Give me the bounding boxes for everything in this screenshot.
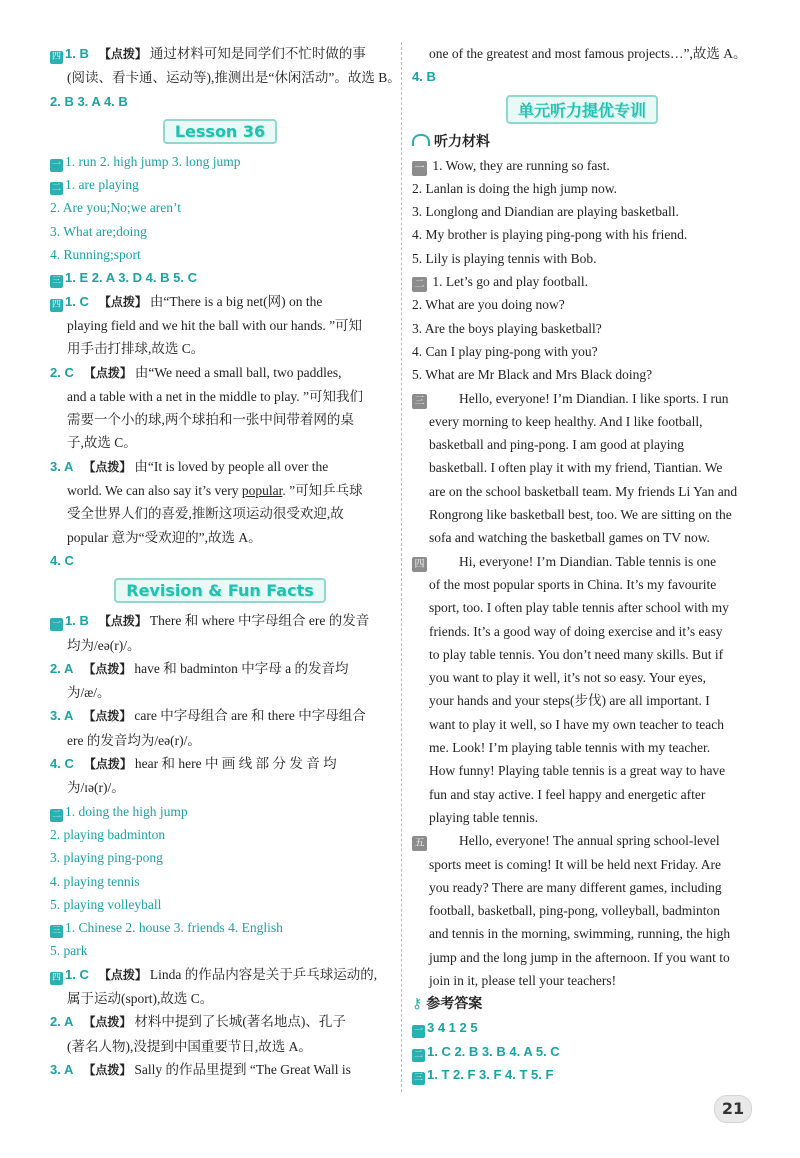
answer-line: 为/æ/。 [67,685,111,701]
answer-line: 三 1. Chinese 2. house 3. friends 4. English [51,920,283,937]
answer-line: and a table with a net in the middle to play. ”可知我们 [67,388,364,404]
section-four-icon: 四 [51,972,61,983]
answer-line: 2. playing badminton [50,826,166,842]
answer-line: 四 1. C 【点拨】 Linda 的作品内容是关于乒乓球运动的, [51,966,378,983]
answer-line: 3. playing ping-pong [50,850,163,866]
answer-line: 4. B [412,69,436,85]
script-line: 4. Can I play ping-pong with you? [412,343,598,359]
answer-line: popular 意为“受欢迎的”,故选 A。 [67,529,262,545]
passage-three: every morning to keep healthy. And I like football, basketball and ping-pong. I am good at playing basketball. I often play it with my friend, Tiantian. We are on the school basketball team. My friends Li Yan and Rongrong like basketball best, too. We are sitting on the sofa and watching the basketball games on TV now. [429,413,738,546]
section-four-icon: 四 [412,557,427,572]
key-icon: ⚷ [412,996,423,1013]
left-column [50,42,401,1082]
answer-line: 3. A 【点拨】 care 中字母组合 are 和 there 中字母组合 [50,708,366,724]
answer-line: 一 1. run 2. high jump 3. long jump [51,153,241,170]
section-four-icon: 四 [51,52,61,62]
answer-line: 4. playing tennis [50,873,140,889]
section-one-icon: 一 [413,1026,423,1037]
section-three-icon: 三 [51,926,61,937]
answer-line: 4. Running;sport [50,247,141,263]
listening-banner: 单元听力提优专训 [412,95,752,124]
answer-line: 一 1. B 【点拨】 There 和 where 中字母组合 ere 的发音 [51,613,370,630]
script-line: 3. Longlong and Diandian are playing basketball. [412,204,679,220]
answer-line: 属于运动(sport),故选 C。 [67,990,214,1006]
answer-line: 5. park [50,943,88,959]
answer-line: 三 1. T 2. F 3. F 4. T 5. F [413,1066,554,1083]
script-line: 2. What are you doing now? [412,297,565,313]
answer-line: 均为/eə(r)/。 [67,637,141,653]
answer-line: 子,故选 C。 [67,435,137,451]
script-line: 五 Hello, everyone! The annual spring school-level [412,829,752,852]
script-line: 一 1. Wow, they are running so fast. [412,154,752,177]
passage-five: sports meet is coming! It will be held next Friday. Are you ready? There are many different games, including football, basketball, ping-pong, volleyball, badminton and tennis in the morning, swimming, running, the high jump and the long jump in the afternoon. If you want to join in it, please tell your teachers! [429,856,731,988]
script-line: 4. My brother is playing ping-pong with his friend. [412,227,688,243]
script-line: 5. Lily is playing tennis with Bob. [412,250,597,266]
section-one-icon: 一 [51,159,61,170]
answer-line: 二 1. doing the high jump [51,803,188,820]
answer-line: 四 1. C 【点拨】 由“There is a big net(网) on the [51,293,323,310]
column-divider [401,42,402,1092]
right-column [412,42,752,1086]
answer-line: (阅读、看卡通、运动等),推测出是“休闲活动”。故选 B。 [67,70,401,86]
script-line: 5. What are Mr Black and Mrs Black doing? [412,367,653,383]
script-line: 2. Lanlan is doing the high jump now. [412,180,617,196]
page-number: 21 [714,1095,752,1123]
answer-line: 四 1. B 【点拨】 通过材料可知是同学们不忙时做的事 [51,46,366,62]
revision-banner: Revision & Fun Facts [50,578,390,603]
answer-line: 为/ɪə(r)/。 [67,780,125,796]
lesson-36-banner: Lesson 36 [50,119,390,144]
answer-line: 5. playing volleyball [50,896,162,912]
script-line: 三 Hello, everyone! I’m Diandian. I like sports. I run [412,387,752,410]
script-line: 二 1. Let’s go and play football. [412,270,752,293]
answer-line: 二 1. are playing [51,177,139,194]
answer-line: 4. C [50,552,74,568]
answer-line: one of the greatest and most famous projects…”,故选 A。 [429,46,747,61]
answer-line: 2. Are you;No;we aren’t [50,200,181,216]
section-five-icon: 五 [412,836,427,851]
section-two-icon: 二 [413,1049,423,1060]
headphones-icon [412,134,430,146]
section-three-icon: 三 [412,394,427,409]
answer-line: 一 3 4 1 2 5 [413,1020,478,1037]
section-four-icon: 四 [51,299,61,310]
section-one-icon: 一 [51,619,61,630]
answer-line: 三 1. E 2. A 3. D 4. B 5. C [51,270,197,287]
answer-line: 2. B 3. A 4. B [50,93,128,109]
answer-line: 需要一个小的球,两个球拍和一张中间带着网的桌 [67,412,354,428]
answer-line: 2. C 【点拨】 由“We need a small ball, two paddles, [50,364,342,380]
answer-line: 二 1. C 2. B 3. B 4. A 5. C [413,1043,560,1060]
passage-four: of the most popular sports in China. It’s my favourite sport, too. I often play table tennis after school with my friends. It’s a good way of doing exercise and it’s easy to play table tennis. You don’t need many skills. But if you want to play it well, it’s not so easy. Your eyes, your hands and your steps(步伐) are all important. I want to play it well, so I have my own teacher to teach me. Look! I’m playing table tennis with my teacher. How funny! Playing table tennis is a great way to have fun and stay active. I feel happy and energetic after playing table tennis. [429,576,729,825]
script-line: 3. Are the boys playing basketball? [412,320,602,336]
answer-line: 3. A 【点拨】 Sally 的作品里提到 “The Great Wall is [50,1061,351,1077]
section-three-icon: 三 [51,276,61,287]
answer-line: 2. A 【点拨】 材料中提到了长城(著名地点)、孔子 [50,1014,346,1030]
answer-line: 用手击打排球,故选 C。 [67,341,205,357]
answer-line: 3. What are;doing [50,223,147,239]
answer-line: ere 的发音均为/eə(r)/。 [67,732,201,748]
materials-heading: 听力材料 [412,130,752,154]
answer-line: 2. A 【点拨】 have 和 badminton 中字母 a 的发音均 [50,660,349,676]
answer-line: (著名人物),没提到中国重要节日,故选 A。 [67,1038,312,1054]
answer-line: 4. C 【点拨】 hear 和 here 中 画 线 部 分 发 音 均 [50,756,337,772]
answer-line: world. We can also say it’s very popular. ”可知乒乓球 [67,483,363,499]
script-line: 四 Hi, everyone! I’m Diandian. Table tennis is one [412,550,752,573]
section-one-icon: 一 [412,161,427,176]
answers-heading: ⚷ 参考答案 [412,992,752,1016]
section-three-icon: 三 [413,1072,423,1083]
answer-line: 3. A 【点拨】 由“It is loved by people all over the [50,458,329,474]
section-two-icon: 二 [51,183,61,194]
answer-line: playing field and we hit the ball with our hands. ”可知 [67,317,363,333]
section-two-icon: 二 [412,277,427,292]
answer-line: 受全世界人们的喜爱,推断这项运动很受欢迎,故 [67,506,344,522]
section-two-icon: 二 [51,809,61,820]
